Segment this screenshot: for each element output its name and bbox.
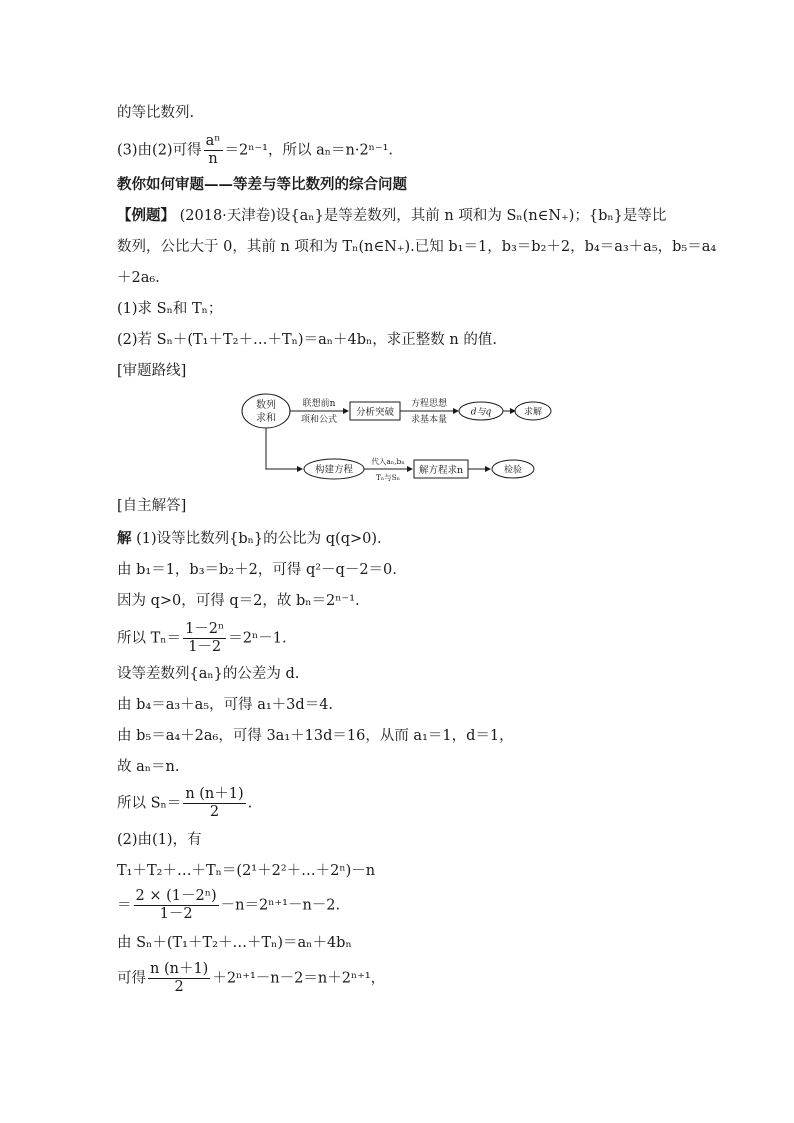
solution-line [117,529,382,549]
analysis-box-label: 分析突破 [355,407,395,418]
fraction [204,133,223,168]
solution-line [117,621,287,656]
text-span: ＋2ⁿ⁺¹－n－2＝n＋2ⁿ⁺¹， [212,970,386,987]
fraction-denominator: 1－2 [134,905,219,923]
text-span: 所以 Tₙ＝ [117,630,182,647]
text-span: 可得 [117,970,146,987]
solve-equation-label: 解方程求n [418,465,464,476]
fraction-numerator: 2 × (1－2ⁿ) [135,888,217,904]
arrow-label: 项和公式 [300,415,338,425]
arrow-label: Tₙ与Sₙ [375,473,401,482]
build-equation-label: 构建方程 [314,464,354,476]
solution-line: 由 Sₙ＋(T₁＋T₂＋…＋Tₙ)＝aₙ＋4bₙ [117,935,352,951]
solution-line [117,888,340,923]
solution-line: 由 b₅＝a₄＋2a₆，可得 3a₁＋13d＝16，从而 a₁＝1，d＝1， [117,728,514,744]
fraction-numerator: n (n＋1) [185,786,244,802]
solution-line: 故 aₙ＝n. [117,759,180,775]
example-line: 数列，公比大于 0，其前 n 项和为 Tₙ(n∈N₊).已知 b₁＝1，b₃＝b₂＋2，b₄＝a₃＋a₅，b₅＝a₄ [117,239,717,255]
fraction [183,786,245,821]
fraction-denominator: 1－2 [183,638,226,656]
arrow-label: 求基本量 [410,415,448,425]
fraction-numerator: aⁿ [205,133,221,149]
example-line [117,206,666,226]
start-node-label: 数列 [256,400,276,411]
solution-line [117,961,385,996]
solution-label: 解 [117,530,132,547]
analysis-flowchart [240,393,560,488]
arrow-label: 代入aₙ,bₙ [371,457,405,466]
example-line: ＋2a₆. [117,270,160,286]
text-span: ＝2ⁿ－1. [228,630,287,647]
solution-line: T₁＋T₂＋…＋Tₙ＝(2¹＋2²＋…＋2ⁿ)－n [117,863,376,879]
fraction-denominator: 2 [148,978,210,996]
dq-node-label: d与q [470,407,492,418]
text-span: (2018·天津卷)设{aₙ}是等差数列，其前 n 项和为 Sₙ(n∈N₊)；{bₙ}是等比 [175,208,667,224]
text-span: ＝2ⁿ⁻¹，所以 aₙ＝n·2ⁿ⁻¹. [224,142,394,159]
flow-connector [266,428,302,469]
check-node-label: 检验 [503,465,523,476]
arrow-label: 方程思想 [410,399,448,409]
fraction [134,888,219,923]
solution-line: (2)由(1)，有 [117,832,202,848]
solution-line: 由 b₁＝1，b₃＝b₂＋2，可得 q²－q－2＝0. [117,562,397,578]
solution-line: 因为 q>0，可得 q＝2，故 bₙ＝2ⁿ⁻¹. [117,593,360,609]
text-span: (1)设等比数列{bₙ}的公比为 q(q>0). [131,531,382,547]
fraction-numerator: 1－2ⁿ [185,621,225,637]
start-node-label: 求和 [256,413,276,424]
solution-line: 由 b₄＝a₃＋a₅，可得 a₁＋3d＝4. [117,697,334,713]
text-span: . [247,795,253,812]
solution-line [117,786,252,821]
text-line: 的等比数列. [117,105,195,121]
text-span: 所以 Sₙ＝ [117,795,182,812]
section-heading: 教你如何审题——等差与等比数列的综合问题 [117,176,407,193]
solve-node-label: 求解 [523,407,543,418]
fraction [183,621,226,656]
route-label: [审题路线] [117,363,187,379]
self-answer-label: [自主解答] [117,498,187,514]
fraction [148,961,210,996]
question-2: (2)若 Sₙ＋(T₁＋T₂＋…＋Tₙ)＝aₙ＋4bₙ，求正整数 n 的值. [117,332,497,348]
solution-line: 设等差数列{aₙ}的公差为 d. [117,666,300,682]
example-label: 【例题】 [117,207,175,224]
text-span: －n＝2ⁿ⁺¹－n－2. [220,897,341,914]
fraction-denominator: 2 [183,803,245,821]
question-1: (1)求 Sₙ和 Tₙ； [117,301,223,317]
fraction-numerator: n (n＋1) [150,961,209,977]
text-span: (3)由(2)可得 [117,142,202,159]
text-span: ＝ [117,897,132,914]
fraction-denominator: n [204,150,223,168]
text-line [117,133,393,168]
arrow-label: 联想前n [302,399,336,409]
